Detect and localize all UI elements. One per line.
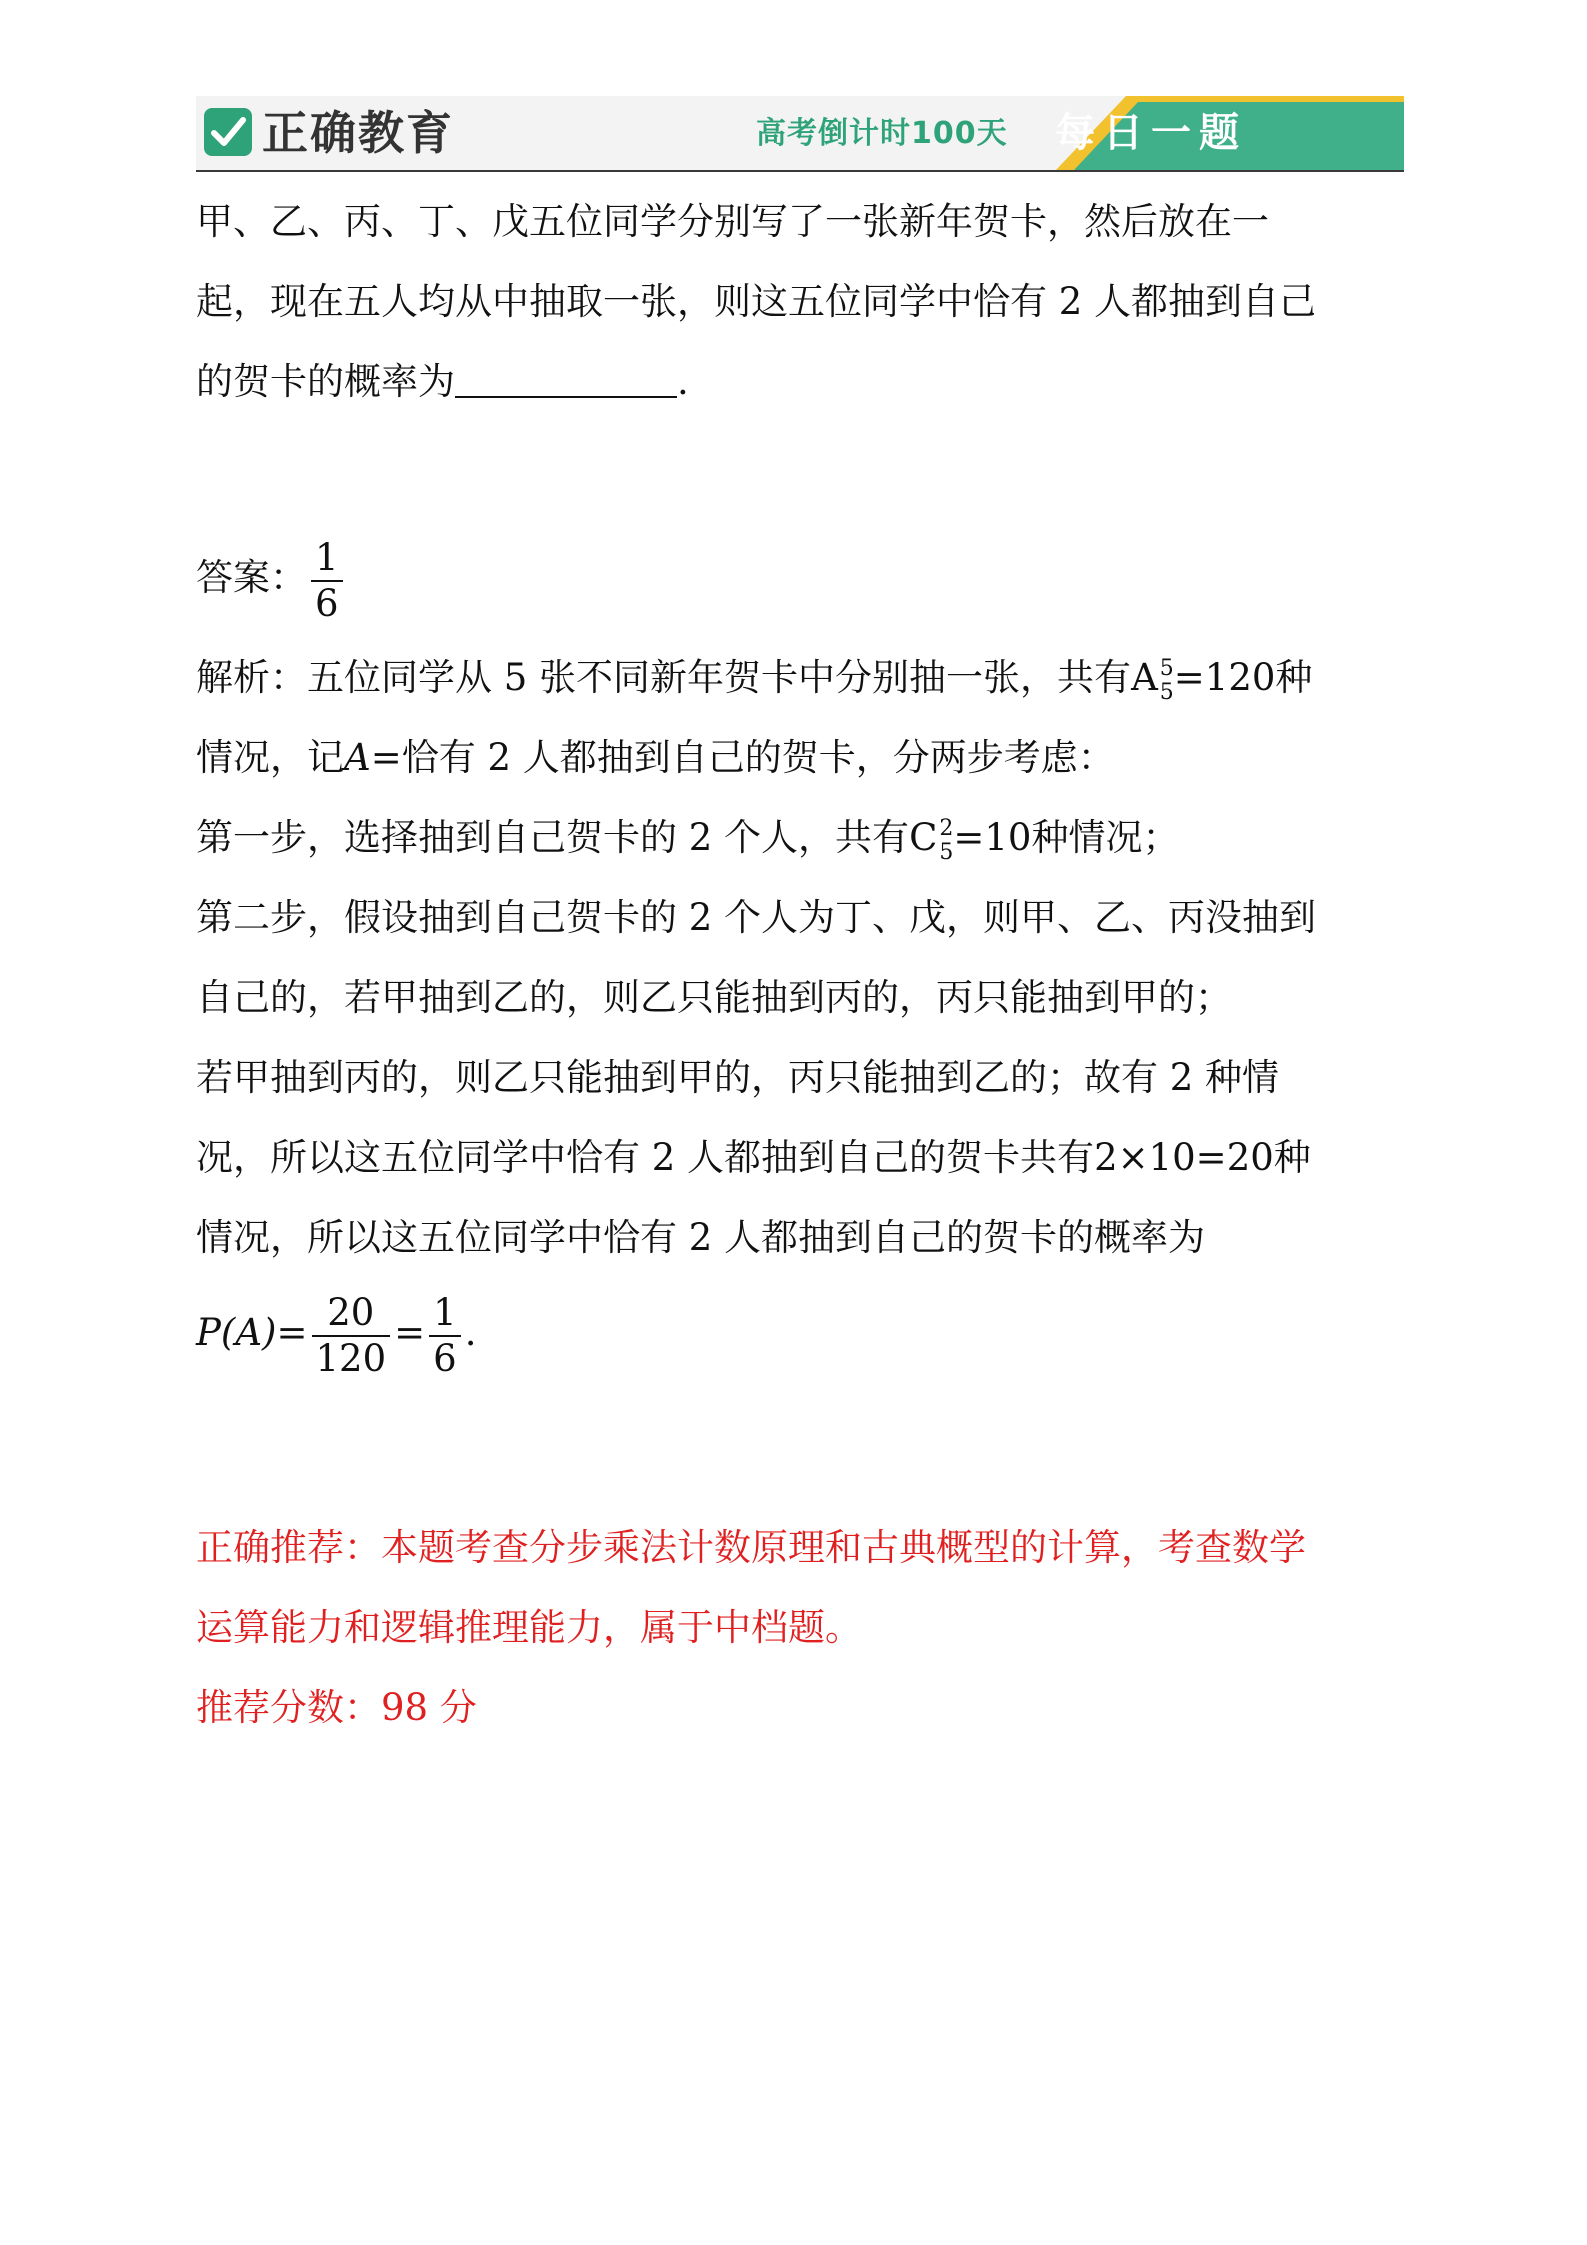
fraction-2-denominator: 6	[433, 1336, 457, 1380]
permutation-sup: 5	[1159, 655, 1174, 681]
question-period: .	[677, 360, 689, 403]
answer-denominator: 6	[315, 581, 339, 625]
analysis-text: 第一步，选择抽到自己贺卡的 2 个人，共有	[196, 816, 910, 859]
analysis-line-4: 第二步，假设抽到自己贺卡的 2 个人为丁、戊，则甲、乙、丙没抽到	[196, 896, 1317, 939]
question-line-3	[196, 342, 1408, 422]
combination-indices	[939, 817, 953, 865]
probability-formula	[196, 1278, 1408, 1388]
formula-fraction-2	[429, 1291, 461, 1381]
analysis-line-7	[196, 1118, 1408, 1198]
analysis-text: 种	[1273, 1136, 1311, 1179]
combination-symbol: C	[909, 816, 938, 859]
analysis-line-3	[196, 798, 1408, 878]
document-body	[196, 182, 1408, 1748]
analysis-text: 情况，记	[196, 736, 344, 779]
question-line-2: 起，现在五人均从中抽取一张，则这五位同学中恰有 2 人都抽到自己	[196, 280, 1317, 323]
analysis-text: =恰有 2 人都抽到自己的贺卡，分两步考虑：	[370, 736, 1115, 779]
permutation-indices	[1160, 657, 1174, 705]
question-text: 的贺卡的概率为	[196, 360, 455, 403]
answer-blank	[455, 366, 677, 398]
fraction-1-denominator: 120	[315, 1336, 387, 1380]
countdown-slogan: 高考倒计时100天	[756, 116, 1008, 151]
count-expression: 2×10=20	[1094, 1136, 1274, 1179]
formula-equals: =	[394, 1311, 426, 1354]
answer-numerator: 1	[311, 536, 343, 582]
analysis-text: 种情况；	[1031, 816, 1180, 859]
analysis-line-8: 情况，所以这五位同学中恰有 2 人都抽到自己的贺卡的概率为	[196, 1216, 1206, 1259]
permutation-symbol: A	[1131, 656, 1158, 699]
combination-sub: 5	[939, 839, 954, 865]
analysis-line-2	[196, 718, 1408, 798]
recommend-line-2: 运算能力和逻辑推理能力，属于中档题。	[196, 1606, 862, 1649]
analysis-line-6: 若甲抽到丙的，则乙只能抽到甲的，丙只能抽到乙的；故有 2 种情	[196, 1056, 1280, 1099]
question-line-1: 甲、乙、丙、丁、戊五位同学分别写了一张新年贺卡，然后放在一	[196, 200, 1269, 243]
analysis-text: 解析：五位同学从 5 张不同新年贺卡中分别抽一张，共有	[196, 656, 1132, 699]
checkmark-logo-icon	[204, 108, 252, 156]
brand-name: 正确教育	[262, 106, 454, 160]
permutation-value: =120	[1173, 656, 1276, 699]
combination-value: =10	[953, 816, 1032, 859]
ribbon-label: 每日一题	[1055, 110, 1247, 156]
formula-lhs: P(A)=	[196, 1311, 308, 1354]
combination-sup: 2	[939, 815, 954, 841]
formula-fraction-1	[312, 1291, 391, 1381]
recommend-score: 推荐分数：98 分	[196, 1686, 477, 1729]
answer-line	[196, 518, 1408, 638]
analysis-line-1	[196, 638, 1408, 718]
fraction-2-numerator: 1	[429, 1291, 461, 1337]
page-header	[196, 96, 1404, 172]
formula-period: .	[464, 1311, 477, 1354]
analysis-text: 种	[1275, 656, 1313, 699]
answer-fraction	[311, 536, 343, 626]
analysis-text: 况，所以这五位同学中恰有 2 人都抽到自己的贺卡共有	[196, 1136, 1095, 1179]
event-variable: A	[344, 736, 371, 779]
analysis-line-5: 自己的，若甲抽到乙的，则乙只能抽到丙的，丙只能抽到甲的；	[196, 976, 1232, 1019]
answer-label: 答案：	[196, 556, 307, 599]
recommend-line-1: 正确推荐：本题考查分步乘法计数原理和古典概型的计算，考查数学	[196, 1526, 1306, 1569]
fraction-1-numerator: 20	[312, 1291, 391, 1337]
permutation-sub: 5	[1159, 679, 1174, 705]
